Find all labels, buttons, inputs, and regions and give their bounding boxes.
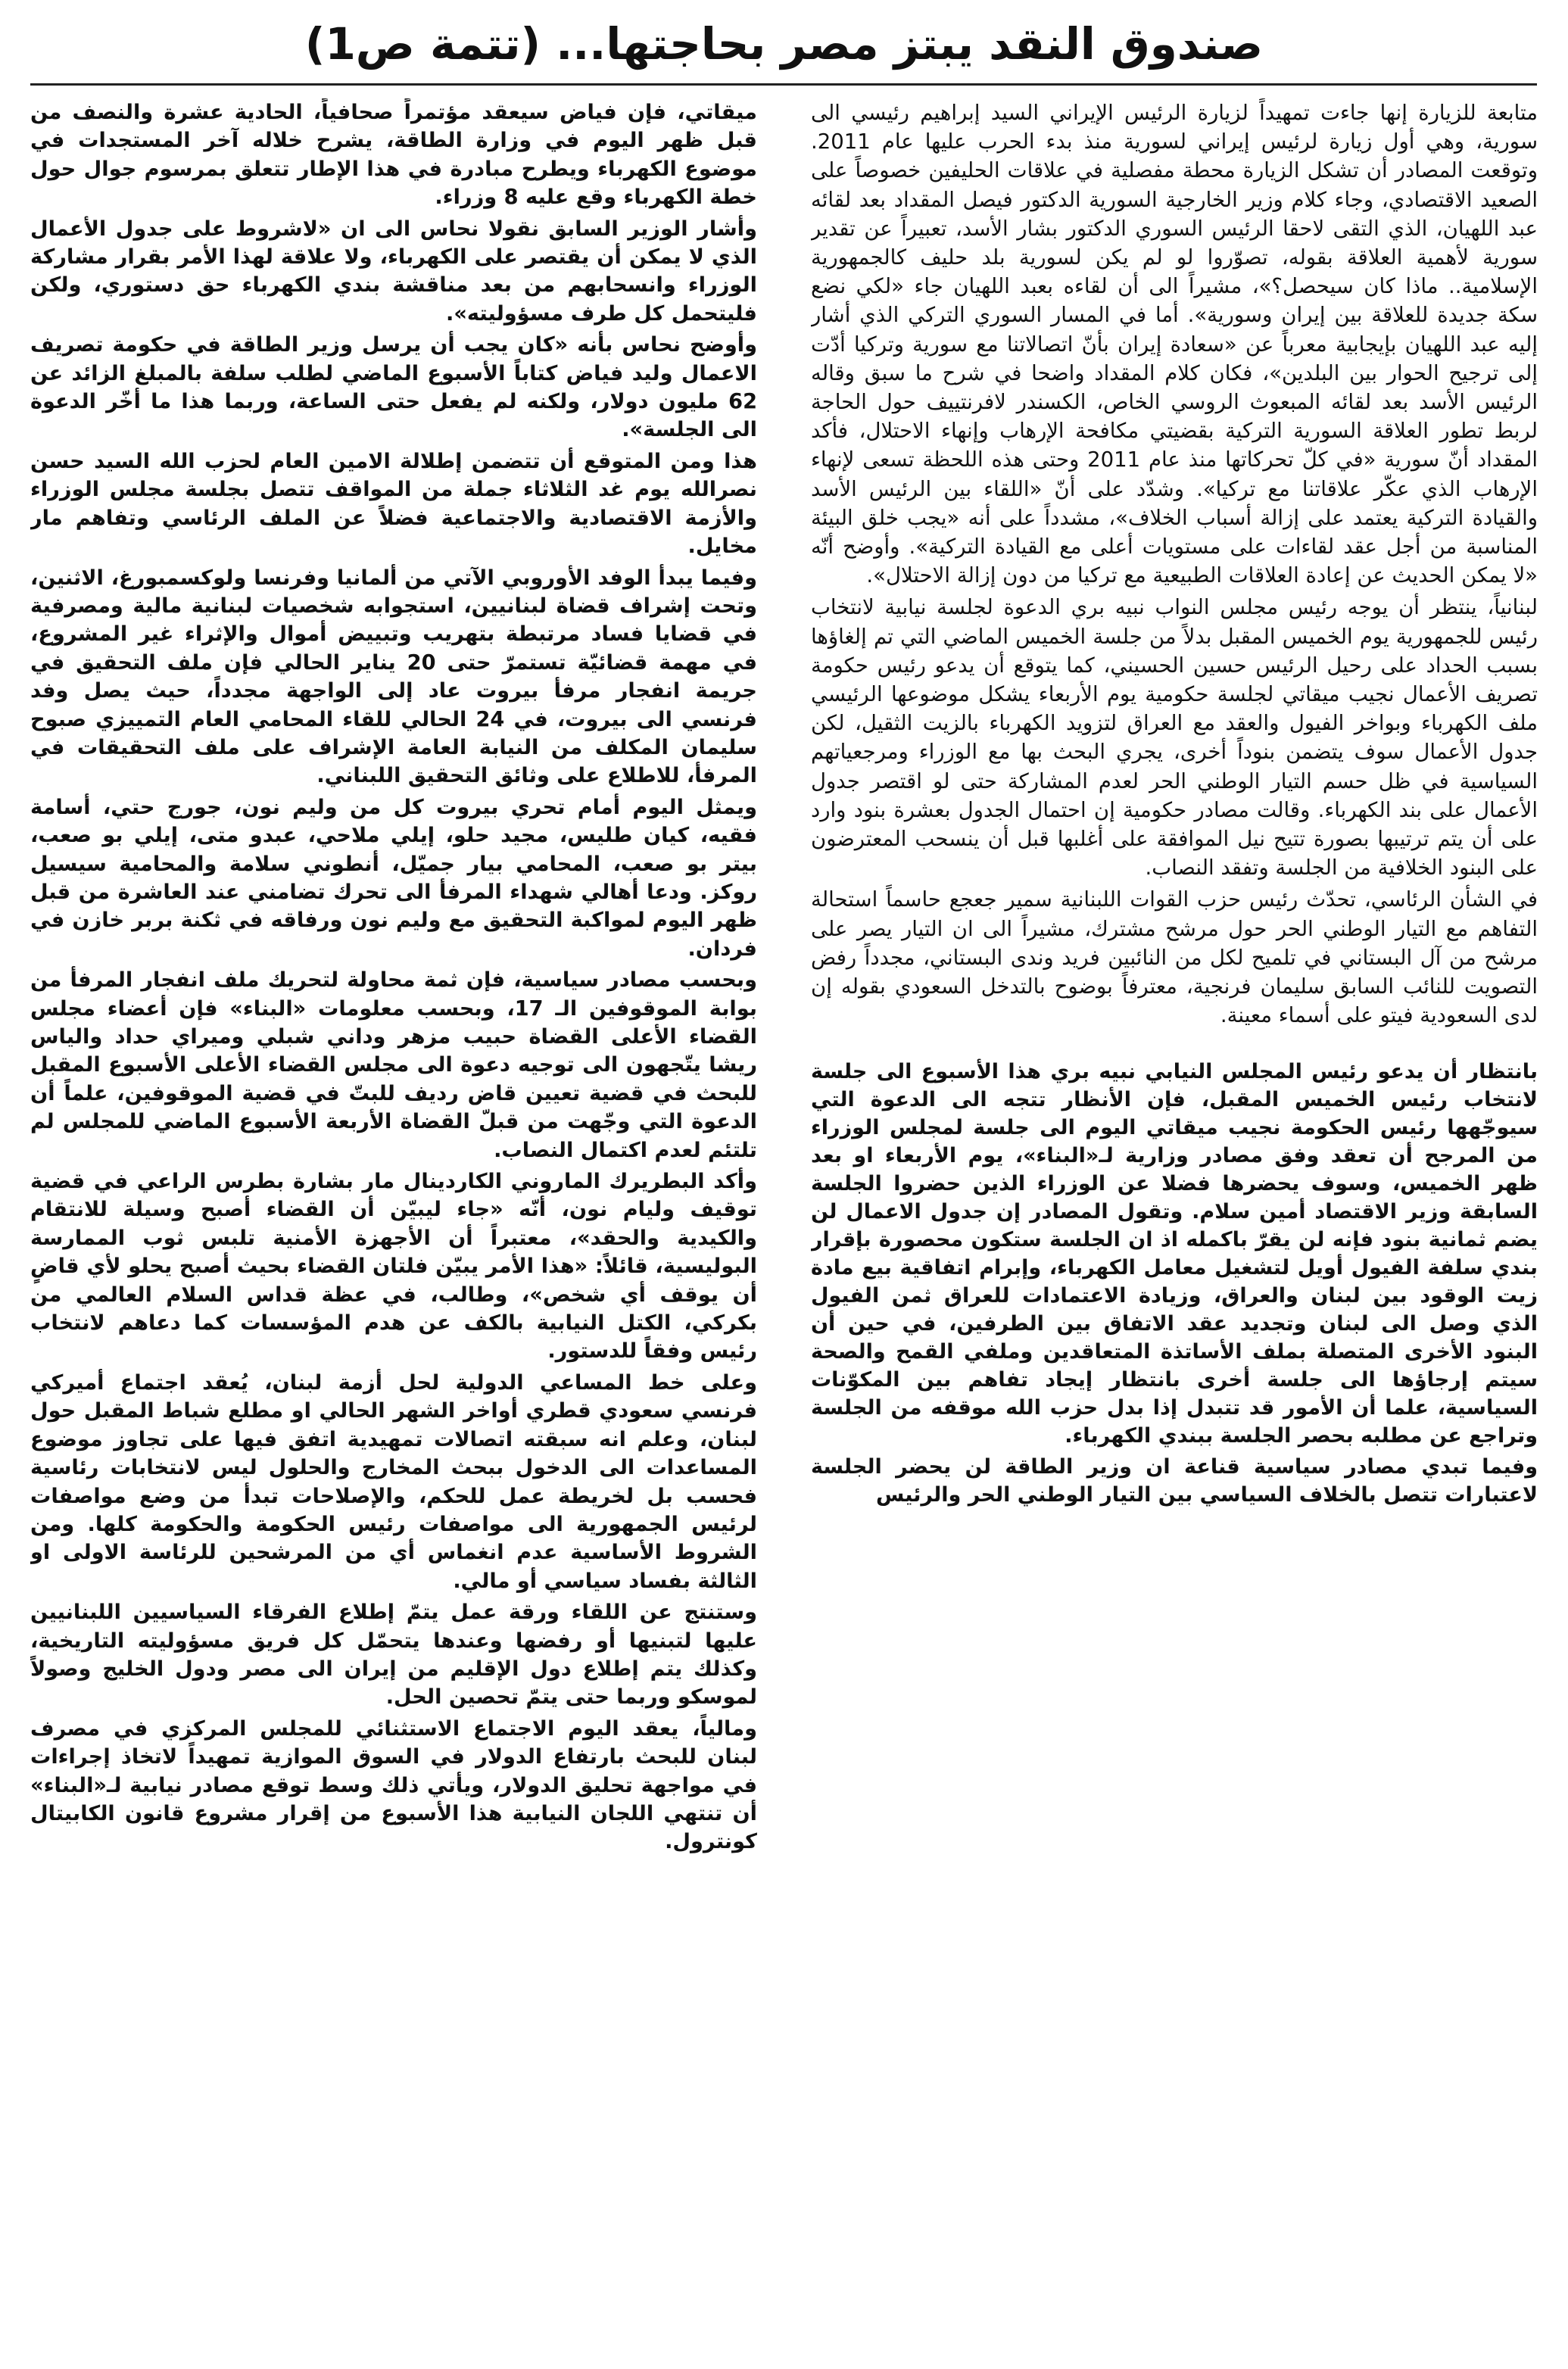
left-paragraph-6: ويمثل اليوم أمام تحري بيروت كل من وليم نون، جورج حتي، أسامة فقيه، كيان طليس، مجيد حلو، إيلي ملاحي، عبدو متى، إيلي بو صعب، بيتر بو صعب، المحامي بيار جميّل، أنطوني سلامة والمحامية سيسيل روكز. ودعا أهالي شهداء المرفأ الى تحرك تضامني عند العاشرة من قبل ظهر اليوم لمواكبة التحقيق مع وليم نون ورفاقه في ثكنة بربر خازن في فردان. bbox=[30, 795, 757, 961]
headline-divider bbox=[30, 83, 1537, 86]
left-paragraph-3: وأوضح نحاس بأنه «كان يجب أن يرسل وزير الطاقة في حكومة تصريف الاعمال وليد فياض كتاباً الأسبوع الماضي لطلب سلفة بالمبلغ الزائد عن 62 مليون دولار، ولكنه لم يفعل حتى الساعة، وربما هذا ما أخّر الدعوة الى الجلسة». bbox=[30, 333, 757, 442]
right-column bbox=[811, 98, 1538, 2362]
left-paragraph-7: وبحسب مصادر سياسية، فإن ثمة محاولة لتحريك ملف انفجار المرفأ من بوابة الموقوفين الـ 17، وبحسب معلومات «البناء» فإن أعضاء مجلس القضاء الأعلى القضاة حبيب مزهر وداني شبلي وميراي حداد والياس ريشا يتّجهون الى توجيه دعوة الى مجلس القضاء الأعلى الأسبوع المقبل للبحث في قضية تعيين قاض رديف للبتّ في قضية الموقوفين، علماً أن الدعوة التي وجّهت من قبلّ القضاة الأربعة الأسبوع الماضي للمجلس لم تلتئم لعدم اكتمال النصاب. bbox=[30, 968, 757, 1162]
left-paragraph-8: وأكد البطريرك الماروني الكاردينال مار بشارة بطرس الراعي في قضية توقيف وليام نون، أنّه «جاء ليبيّن أن القضاء أصبح وسيلة للانتقام والكيدية والحقد»، معتبراً أن الأجهزة الأمنية تلبس ثوب الممارسة البوليسية، قائلاً: «هذا الأمر يبيّن فلتان القضاء بحيث أصبح يحلو لأي قاضٍ أن يوقف أي شخص»، وطالب، في عظة قداس السلام العالمي من بكركي، الكتل النيابية بالكف عن هدم المؤسسات كما دعاهم لانتخاب رئيس وفقاً للدستور. bbox=[30, 1170, 757, 1364]
left-paragraph-5: وفيما يبدأ الوفد الأوروبي الآتي من ألمانيا وفرنسا ولوكسمبورغ، الاثنين، وتحت إشراف قضاة لبنانيين، استجوابه شخصيات لبنانية مالية ومصرفية في قضايا فساد مرتبطة بتهريب وتبييض أموال والإثراء غير المشروع، في مهمة قضائيّة تستمرّ حتى 20 يناير الحالي فإن ملف التحقيق في جريمة انفجار مرفأ بيروت عاد إلى الواجهة مجدداً، حيث يصل وفد فرنسي الى بيروت، في 24 الحالي للقاء المحامي العام التمييزي صبوح سليمان المكلف من النيابة العامة الإشراف على ملف التحقيقات في المرفأ، للاطلاع على وثائق التحقيق اللبناني. bbox=[30, 566, 757, 788]
left-paragraph-4: هذا ومن المتوقع أن تتضمن إطلالة الامين العام لحزب الله السيد حسن نصرالله يوم غد الثلاثاء جملة من المواقف تتصل بجلسة مجلس الوزراء والأزمة الاقتصادية والاجتماعية فضلاً عن الملف الرئاسي وتفاهم مار مخايل. bbox=[30, 449, 757, 559]
left-paragraph-11: ومالياً، يعقد اليوم الاجتماع الاستثنائي للمجلس المركزي في مصرف لبنان للبحث بارتفاع الدولار في السوق الموازية تمهيداً لاتخاذ إجراءات في مواجهة تحليق الدولار، ويأتي ذلك وسط توقع مصادر نيابية لـ«البناء» أن تنتهي اللجان النيابية هذا الأسبوع من إقرار مشروع قانون الكابيتال كونترول. bbox=[30, 1716, 757, 1854]
left-paragraph-10: وستنتج عن اللقاء ورقة عمل يتمّ إطلاع الفرقاء السياسيين اللبنانيين عليها لتبنيها أو رفضها وعندها يتحمّل كل فريق مسؤوليته التاريخية، وكذلك يتم إطلاع دول الإقليم من إيران الى مصر ودول الخليج وصولاً لموسكو وربما حتى يتمّ تحصين الحل. bbox=[30, 1601, 757, 1710]
article-headline: صندوق النقد يبتز مصر بحاجتها... (تتمة ص1) bbox=[304, 18, 1264, 70]
right-paragraph-4: بانتظار أن يدعو رئيس المجلس النيابي نبيه بري هذا الأسبوع الى جلسة لانتخاب رئيس الخميس المقبل، فإن الأنظار تتجه الى الدعوة التي سيوجّهها رئيس الحكومة نجيب ميقاتي اليوم الى جلسة لمجلس الوزراء من المرجح أن تعقد وفق مصادر وزارية لـ«البناء»، يوم الأربعاء او بعد ظهر الخميس، وسوف يحضرها فضلا عن الوزراء الذين حضروا الجلسة السابقة وزير الاقتصاد أمين سلام. وتقول المصادر إن جدول الاعمال لن يضم ثمانية بنود فإنه لن يقرّ باكمله اذ ان الجلسة ستكون محصورة بإقرار بندي سلفة الفيول أويل لتشغيل معامل الكهرباء، وإبرام اتفاقية بيع مادة زيت الوقود بين لبنان والعراق، وزيادة الاعتمادات للعراق ثمن الفيول الذي وصل الى لبنان وتجديد عقد الاتفاق بين الطرفين، في حين أن البنود الأخرى المتصلة بملف الأساتذة المتعاقدين وملفي القمح والصحة سيتم إرجاؤها الى جلسة أخرى بانتظار إيجاد تفاهم بين المكوّنات السياسية، علما أن الأمور قد تتبدل إذا بدل حزب الله موقفه من الجلسة وتراجع عن مطلبه بحصر الجلسة ببندي الكهرباء. bbox=[811, 1059, 1538, 1448]
right-paragraph-1: متابعة للزيارة إنها جاءت تمهيداً لزيارة الرئيس الإيراني السيد إبراهيم رئيسي الى سورية، وهي أول زيارة لرئيس إيراني لسورية منذ بدء الحرب عليها عام 2011. وتوقعت المصادر أن تشكل الزيارة محطة مفصلية في علاقات الحليفين خصوصاً على الصعيد الاقتصادي، وجاء كلام وزير الخارجية السورية الدكتور فيصل المقداد بعد لقائه عبد اللهيان، الذي التقى لاحقا الرئيس السوري الدكتور بشار الأسد، تعبيراً عن تقدير سورية لأهمية العلاقة بقوله، تصوّروا لو لم يكن لسورية بلد حليف كالجمهورية الإسلامية.. ماذا كان سيحصل؟»، مشيراً الى أن لقاءه بعبد اللهيان جاء «لكي نضع سكة جديدة للعلاقة بين إيران وسورية». أما في المسار السوري التركي الذي أشار إليه عبد اللهيان بإيجابية معرباً عن «سعادة إيران بأنّ اتصالاتنا مع سورية وتركيا أدّت إلى ترجيح الحوار بين البلدين»، فكان كلام المقداد واضحا في شرح ما سبق وقاله الرئيس الأسد بعد لقائه المبعوث الروسي الخاص، الكسندر لافرنتييف حول الحاجة لربط تطور العلاقة السورية التركية بقضيتي مكافحة الإرهاب وإنهاء الاحتلال، فأكد المقداد أنّ سورية «في كلّ تحركاتها منذ عام 2011 وحتى هذه اللحظة تسعى لإنهاء الإرهاب الذي عكّر علاقاتنا مع تركيا». وشدّد على أنّ «اللقاء بين الرئيس الأسد والقيادة التركية يعتمد على إزالة أسباب الخلاف»، مشدداً على أنه «يجب خلق البيئة المناسبة من أجل عقد لقاءات على مستويات أعلى مع القيادة التركية». وأوضح أنّه «لا يمكن الحديث عن إعادة العلاقات الطبيعية مع تركيا من دون إزالة الاحتلال». bbox=[811, 101, 1538, 588]
left-column bbox=[30, 98, 757, 2362]
left-paragraph-2: وأشار الوزير السابق نقولا نحاس الى ان «لاشروط على جدول الأعمال الذي لا يمكن أن يقتصر على الكهرباء، ولا علاقة لهذا الأمر بقرار مشاركة الوزراء وانسحابهم من بعد مناقشة بندي الكهرباء حق دستوري، ولكن فليتحمل كل طرف مسؤوليته». bbox=[30, 217, 757, 326]
left-paragraph-9: وعلى خط المساعي الدولية لحل أزمة لبنان، يُعقد اجتماع أميركي فرنسي سعودي قطري أواخر الشهر الحالي او مطلع شباط المقبل حول لبنان، وعلم انه سبقته اتصالات تمهيدية اتفق فيها على تجاوز موضوع المساعدات الى الدخول ببحث المخارج والحلول ليس لانتخابات رئاسية فحسب بل لخريطة عمل للحكم، والإصلاحات تبدأ من وضع مواصفات لرئيس الجمهورية الى مواصفات رئيس الحكومة والحكومة كلها. ومن الشروط الأساسية عدم انغماس أي من المرشحين للرئاسة الاولى او الثالثة بفساد سياسي أو مالي. bbox=[30, 1370, 757, 1593]
right-paragraph-2: لبنانياً، ينتظر أن يوجه رئيس مجلس النواب نبيه بري الدعوة لجلسة نيابية لانتخاب رئيس للجمهورية يوم الخميس المقبل بدلاً من جلسة الخميس الماضي التي تم إلغاؤها بسبب الحداد على رحيل الرئيس حسين الحسيني، كما يتوقع أن يدعو رئيس حكومة تصريف الأعمال نجيب ميقاتي لجلسة حكومية يوم الأربعاء يشكل موضوعها الرئيسي ملف الكهرباء وبواخر الفيول والعقد مع العراق لتزويد الكهرباء بالزيت الثقيل، لكن جدول الأعمال سوف يتضمن بنوداً أخرى، يجري البحث بها مع الوزراء ومرجعياتهم السياسية في ظل حسم التيار الوطني الحر لعدم المشاركة حتى لو اقتصر جدول الأعمال على بند الكهرباء. وقالت مصادر حكومية إن احتمال الجدول بعشرة بنود وارد على أن يتم ترتيبها بصورة تتيح نيل الموافقة على أغلبها قبل أن ينسحب المعترضون على البنود الخلافية من الجلسة وتفقد النصاب. bbox=[811, 595, 1538, 881]
right-paragraph-3: في الشأن الرئاسي، تحدّث رئيس حزب القوات اللبنانية سمير جعجع حاسماً استحالة التفاهم مع التيار الوطني الحر حول مرشح مشترك، مشيراً الى ان التيار يصر على مرشح من آل البستاني في تلميح لكل من النائبين فريد وندى البستاني، مجدداً رفض التصويت للنائب السابق سليمان فرنجية، معترفاً بوضوح بالتدخل السعودي بقوله إن لدى السعودية فيتو على أسماء معينة. bbox=[811, 887, 1538, 1028]
right-paragraph-5: وفيما تبدي مصادر سياسية قناعة ان وزير الطاقة لن يحضر الجلسة لاعتبارات تتصل بالخلاف السياسي بين التيار الوطني الحر والرئيس bbox=[811, 1454, 1538, 1507]
left-paragraph-1: ميقاتي، فإن فياض سيعقد مؤتمراً صحافياً، الحادية عشرة والنصف من قبل ظهر اليوم في وزارة الطاقة، يشرح خلاله آخر المستجدات في موضوع الكهرباء ويطرح مبادرة في هذا الإطار تتعلق بمرسوم جوال حول خطة الكهرباء وقع عليه 8 وزراء. bbox=[30, 101, 757, 210]
